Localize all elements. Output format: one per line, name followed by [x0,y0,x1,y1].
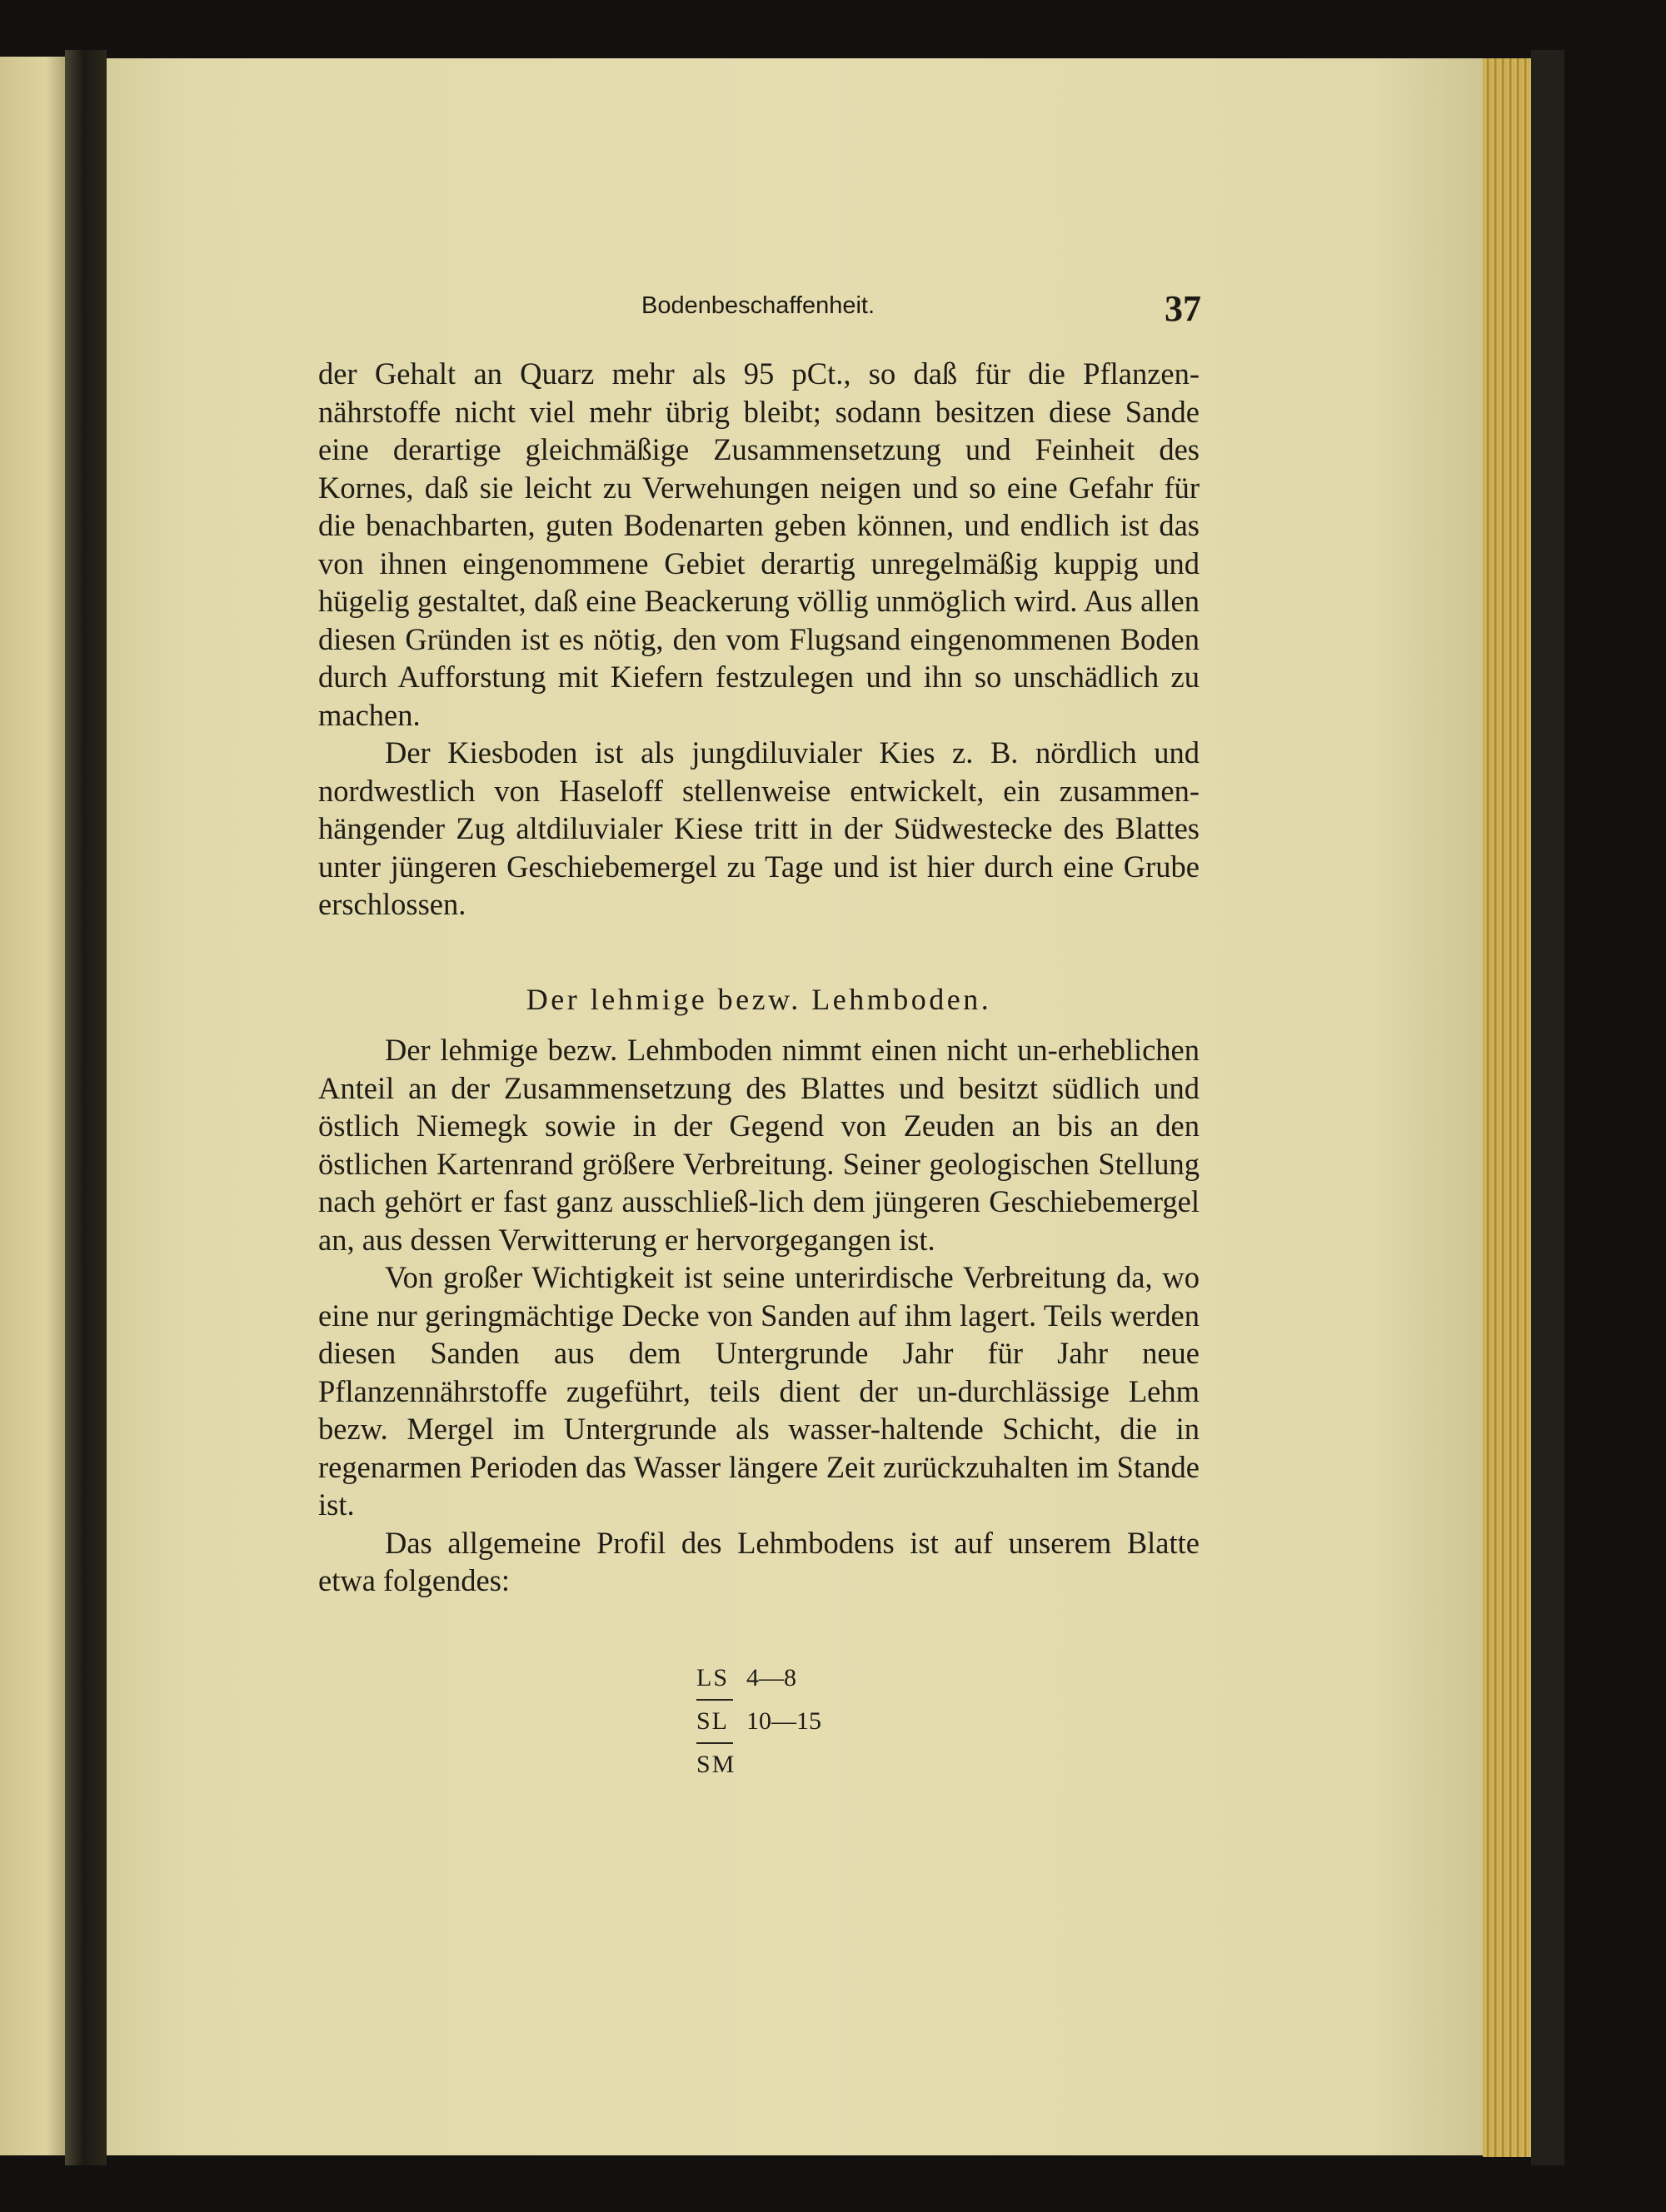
profile-row [696,1701,821,1742]
paragraph: Von großer Wichtigkeit ist seine unterirdische Verbreitung da, wo eine nur geringmächtige Decke von Sanden auf ihm lagert. Teils werden diesen Sanden aus dem Untergrunde Jahr für Jahr neue Pflanzennährstoffe zugeführt, teils dient der un-durchlässige Lehm bezw. Mergel im Untergrunde als wasser-haltende Schicht, die in regenarmen Perioden das Wasser längere Zeit zurückzuhalten im Stande ist. [318,1260,1200,1522]
left-page-edge [0,57,65,2155]
profile-code: SM [696,1751,736,1778]
paragraph: der Gehalt an Quarz mehr als 95 pCt., so daß für die Pflanzen-nährstoffe nicht viel mehr übrig bleibt; sodann besitzen diese Sande eine derartige gleichmäßige Zusammensetzung und Feinheit des Kornes, daß sie leicht zu Verwehungen neigen und so eine Gefahr für die benachbarten, guten Bodenarten geben können, und endlich ist das von ihnen eingenommene Gebiet derartig unregelmäßig kuppig und hügelig gestaltet, daß eine Beackerung völlig unmöglich wird. Aus allen diesen Gründen ist es nötig, den vom Flugsand eingenommenen Boden durch Aufforstung mit Kiefern festzulegen und ihn so unschädlich zu machen. [318,356,1200,732]
body-text [318,355,1200,1600]
soil-profile [696,1657,821,1786]
paragraph: Der lehmige bezw. Lehmboden nimmt einen nicht un-erheblichen Anteil an der Zusammensetzung des Blattes und besitzt südlich und östlich Niemegk sowie in der Gegend von Zeuden an bis an den östlichen Kartenrand größere Verbreitung. Seiner geologischen Stellung nach gehört er fast ganz ausschließ-lich dem jüngeren Geschiebemergel an, aus dessen Verwitterung er hervorgegangen ist. [318,1033,1200,1257]
profile-code: LS [696,1664,730,1691]
profile-range: 10—15 [746,1707,821,1735]
book-cover-edge [1531,50,1564,2165]
book-gutter [65,50,107,2165]
page-edges [1483,58,1531,2157]
profile-row [696,1657,821,1699]
running-head [641,287,1208,329]
profile-row [696,1744,821,1786]
section-heading: Der lehmige bezw. Lehmboden. [526,982,992,1016]
profile-code: SL [696,1707,730,1735]
paragraph: Der Kiesboden ist als jungdiluvialer Kies z. B. nördlich und nordwestlich von Haseloff stellenweise entwickelt, ein zusammen-hängender Zug altdiluvialer Kiese tritt in der Südwestecke des Blattes unter jüngeren Geschiebemergel zu Tage und ist hier durch eine Grube erschlossen. [318,735,1200,921]
profile-range: 4—8 [746,1664,796,1691]
page-number: 37 [1165,288,1201,329]
paragraph: Das allgemeine Profil des Lehmbodens ist auf unserem Blatte etwa folgendes: [318,1525,1200,1597]
running-title: Bodenbeschaffenheit. [641,292,875,319]
